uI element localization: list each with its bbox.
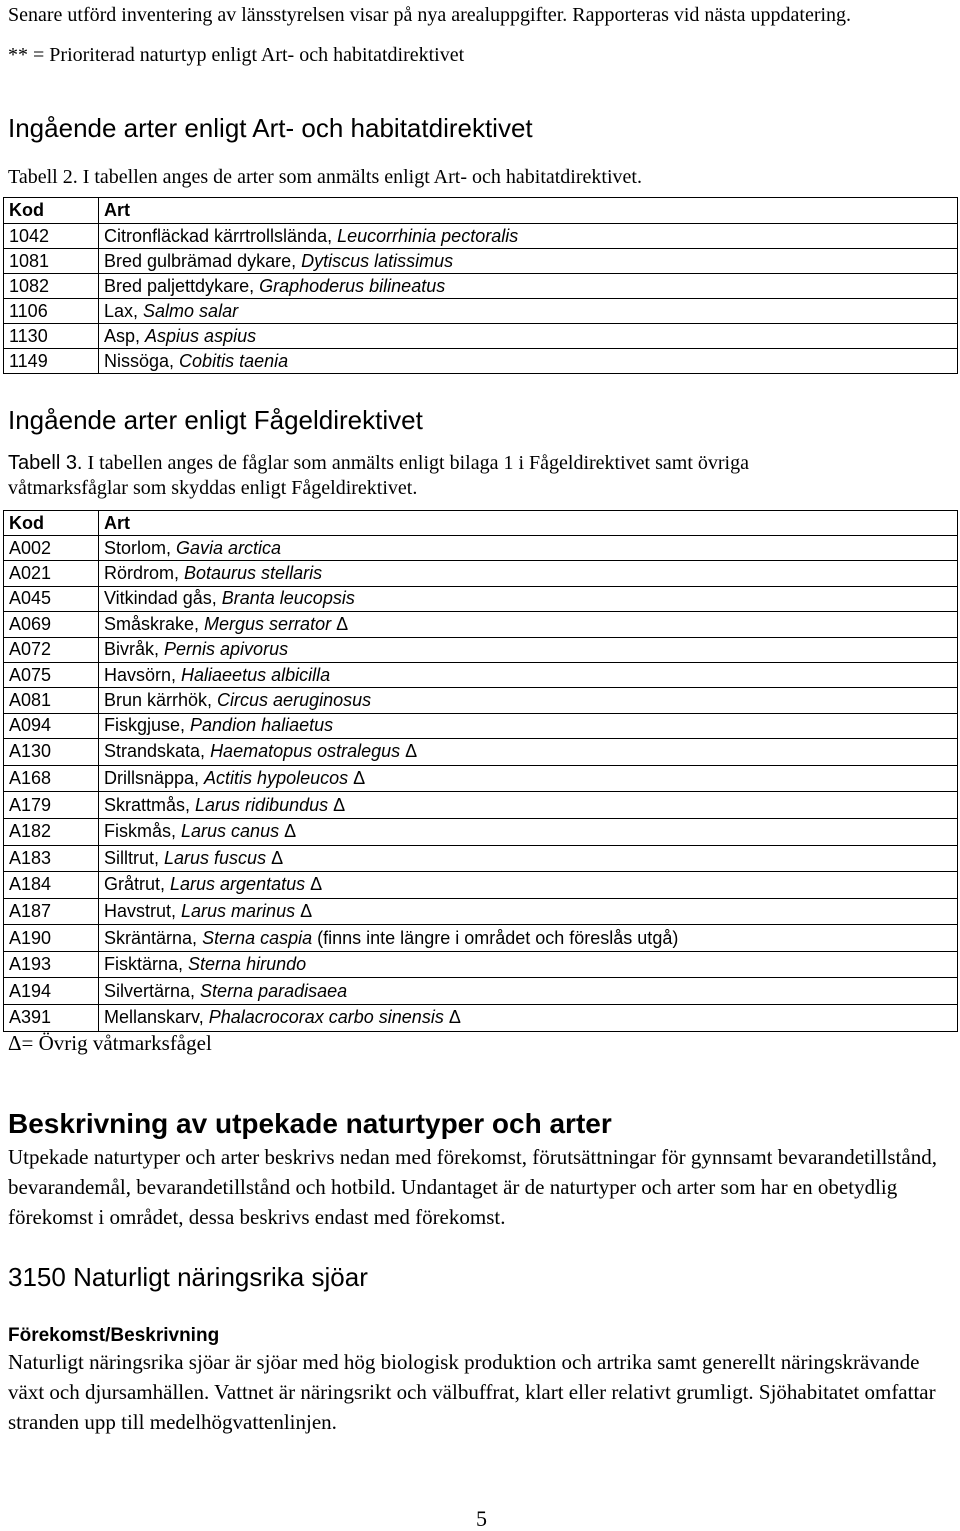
art-cell — [99, 765, 958, 792]
table-row — [4, 536, 958, 561]
kod-cell: A179 — [4, 792, 99, 819]
common-name: Skräntärna, — [104, 927, 203, 948]
table3-caption-line2: våtmarksfåglar som skyddas enligt Fågeldirektivet. — [8, 477, 418, 499]
common-name: Asp, — [104, 325, 146, 346]
common-name: Småskrake, — [104, 613, 205, 634]
art-cell — [99, 818, 958, 845]
common-name: Silltrut, — [104, 847, 165, 868]
species-note: Δ — [305, 874, 323, 895]
kod-cell: A183 — [4, 845, 99, 872]
latin-name: Larus argentatus — [170, 874, 306, 895]
kod-cell: A081 — [4, 688, 99, 713]
table-row — [4, 688, 958, 713]
kod-cell: A182 — [4, 818, 99, 845]
table3-label: Tabell 3. — [8, 452, 83, 474]
latin-name: Leucorrhinia pectoralis — [337, 225, 519, 246]
table3-caption-line1: Tabell 3. I tabellen anges de fåglar som anmälts enligt bilaga 1 i Fågeldirektivet samt övriga — [8, 452, 749, 474]
latin-name: Pandion haliaetus — [190, 715, 334, 736]
art-cell — [99, 299, 958, 324]
species-note: Δ — [400, 741, 418, 762]
kod-cell: 1082 — [4, 274, 99, 299]
kod-cell: A194 — [4, 978, 99, 1005]
kod-cell: A069 — [4, 612, 99, 637]
common-name: Silvertärna, — [104, 980, 201, 1001]
art-cell — [99, 792, 958, 819]
art-cell — [99, 224, 958, 249]
table-row — [4, 561, 958, 586]
habitat-species-heading: Ingående arter enligt Art- och habitatdirektivet — [8, 113, 533, 143]
table-row — [4, 925, 958, 952]
species-note: (finns inte längre i området och föreslås utgå) — [312, 927, 679, 948]
habitat-species-table — [3, 197, 958, 374]
latin-name: Gavia arctica — [176, 537, 282, 558]
art-cell — [99, 951, 958, 978]
art-cell — [99, 739, 958, 766]
bird-species-table — [3, 510, 958, 1032]
latin-name: Haematopus ostralegus — [210, 741, 401, 762]
art-cell — [99, 249, 958, 274]
kod-cell: A190 — [4, 925, 99, 952]
species-note: Δ — [328, 794, 346, 815]
table-row — [4, 765, 958, 792]
table-header-row — [4, 511, 958, 536]
latin-name: Botaurus stellaris — [184, 563, 323, 584]
bird-species-heading: Ingående arter enligt Fågeldirektivet — [8, 405, 423, 435]
latin-name: Actitis hypoleucos — [204, 768, 349, 789]
latin-name: Larus fuscus — [164, 847, 267, 868]
species-note: Δ — [295, 900, 313, 921]
description-paragraph: Utpekade naturtyper och arter beskrivs nedan med förekomst, förutsättningar för gynnsamt bevarandetillstånd, bevarandemål, bevarandetillstånd och hotbild. Undantaget är de naturtyper och arter som har en obetydlig förekomst i området, dessa beskrivs endast med förekomst. — [8, 1145, 937, 1229]
species-note: Δ — [279, 821, 297, 842]
kod-header: Kod — [4, 511, 99, 536]
table-row — [4, 299, 958, 324]
art-cell — [99, 349, 958, 374]
table-row — [4, 739, 958, 766]
latin-name: Sterna paradisaea — [200, 980, 348, 1001]
kod-cell: A045 — [4, 586, 99, 611]
art-cell — [99, 713, 958, 738]
kod-cell: 1042 — [4, 224, 99, 249]
table-row — [4, 662, 958, 687]
table-row — [4, 637, 958, 662]
common-name: Bred paljettdykare, — [104, 275, 260, 296]
art-cell — [99, 536, 958, 561]
table-row — [4, 324, 958, 349]
common-name: Storlom, — [104, 537, 177, 558]
table-row — [4, 224, 958, 249]
common-name: Drillsnäppa, — [104, 768, 205, 789]
kod-header: Kod — [4, 198, 99, 224]
inventory-note: Senare utförd inventering av länsstyrelsen visar på nya arealuppgifter. Rapporteras vid nästa uppdatering. — [8, 4, 852, 26]
art-header: Art — [99, 198, 958, 224]
common-name: Bivråk, — [104, 639, 165, 660]
table-row — [4, 898, 958, 925]
common-name: Citronfläckad kärrtrollslända, — [104, 225, 338, 246]
common-name: Nissöga, — [104, 350, 180, 371]
art-cell — [99, 324, 958, 349]
latin-name: Branta leucopsis — [221, 588, 355, 609]
latin-name: Salmo salar — [143, 300, 239, 321]
art-cell — [99, 662, 958, 687]
kod-cell: A184 — [4, 872, 99, 899]
common-name: Bred gulbrämad dykare, — [104, 250, 302, 271]
kod-cell: A094 — [4, 713, 99, 738]
latin-name: Dytiscus latissimus — [301, 250, 454, 271]
art-cell — [99, 688, 958, 713]
art-cell — [99, 612, 958, 637]
kod-cell: A193 — [4, 951, 99, 978]
kod-cell: 1149 — [4, 349, 99, 374]
art-cell — [99, 925, 958, 952]
common-name: Mellanskarv, — [104, 1007, 209, 1028]
kod-cell: 1081 — [4, 249, 99, 274]
latin-name: Circus aeruginosus — [217, 690, 372, 711]
art-cell — [99, 274, 958, 299]
priority-note: ** = Prioriterad naturtyp enligt Art- och habitatdirektivet — [8, 44, 465, 66]
table-row — [4, 586, 958, 611]
art-cell — [99, 637, 958, 662]
latin-name: Larus ridibundus — [195, 794, 329, 815]
art-cell — [99, 978, 958, 1005]
common-name: Fiskgjuse, — [104, 715, 191, 736]
table-row — [4, 845, 958, 872]
kod-cell: A002 — [4, 536, 99, 561]
table-row — [4, 713, 958, 738]
latin-name: Pernis apivorus — [164, 639, 289, 660]
table-row — [4, 249, 958, 274]
latin-name: Graphoderus bilineatus — [259, 275, 446, 296]
kod-cell: A168 — [4, 765, 99, 792]
kod-cell: A130 — [4, 739, 99, 766]
common-name: Lax, — [104, 300, 144, 321]
table-row — [4, 792, 958, 819]
table-row — [4, 349, 958, 374]
table-row — [4, 872, 958, 899]
habitat-3150-paragraph: Naturligt näringsrika sjöar är sjöar med hög biologisk produktion och artrika samt generellt näringskrävande växt och djursamhällen. Vattnet är näringsrikt och välbuffrat, klart eller relativt grumligt. Sjöhabitatet omfattar stranden upp till medelhögvattenlinjen. — [8, 1350, 936, 1434]
kod-cell: A075 — [4, 662, 99, 687]
art-cell — [99, 898, 958, 925]
latin-name: Mergus serrator — [204, 613, 332, 634]
latin-name: Aspius aspius — [145, 325, 257, 346]
latin-name: Larus marinus — [181, 900, 296, 921]
art-cell — [99, 561, 958, 586]
common-name: Fisktärna, — [104, 954, 189, 975]
common-name: Gråtrut, — [104, 874, 171, 895]
table-row — [4, 612, 958, 637]
art-cell — [99, 845, 958, 872]
common-name: Havstrut, — [104, 900, 182, 921]
table-header-row — [4, 198, 958, 224]
common-name: Strandskata, — [104, 741, 211, 762]
delta-legend: Δ= Övrig våtmarksfågel — [8, 1031, 212, 1055]
kod-cell: 1130 — [4, 324, 99, 349]
latin-name: Larus canus — [181, 821, 280, 842]
species-note: Δ — [266, 847, 284, 868]
kod-cell: A072 — [4, 637, 99, 662]
latin-name: Haliaeetus albicilla — [181, 664, 331, 685]
common-name: Skrattmås, — [104, 794, 196, 815]
common-name: Rördrom, — [104, 563, 185, 584]
kod-cell: 1106 — [4, 299, 99, 324]
art-header: Art — [99, 511, 958, 536]
occurrence-subheading: Förekomst/Beskrivning — [8, 1325, 220, 1346]
latin-name: Sterna hirundo — [188, 954, 307, 975]
species-note: Δ — [331, 613, 349, 634]
latin-name: Sterna caspia — [202, 927, 313, 948]
table-row — [4, 818, 958, 845]
latin-name: Cobitis taenia — [179, 350, 289, 371]
art-cell — [99, 1005, 958, 1032]
art-cell — [99, 872, 958, 899]
table-row — [4, 1005, 958, 1032]
species-note: Δ — [443, 1007, 461, 1028]
table2-caption: Tabell 2. I tabellen anges de arter som anmälts enligt Art- och habitatdirektivet. — [8, 166, 642, 188]
table-row — [4, 951, 958, 978]
common-name: Brun kärrhök, — [104, 690, 218, 711]
description-heading: Beskrivning av utpekade naturtyper och arter — [8, 1108, 612, 1139]
species-note: Δ — [348, 768, 366, 789]
kod-cell: A187 — [4, 898, 99, 925]
common-name: Vitkindad gås, — [104, 588, 222, 609]
art-cell — [99, 586, 958, 611]
page-number: 5 — [476, 1506, 487, 1531]
kod-cell: A021 — [4, 561, 99, 586]
common-name: Havsörn, — [104, 664, 182, 685]
kod-cell: A391 — [4, 1005, 99, 1032]
common-name: Fiskmås, — [104, 821, 182, 842]
table-row — [4, 978, 958, 1005]
latin-name: Phalacrocorax carbo sinensis — [208, 1007, 444, 1028]
habitat-3150-heading: 3150 Naturligt näringsrika sjöar — [8, 1262, 368, 1292]
table-row — [4, 274, 958, 299]
